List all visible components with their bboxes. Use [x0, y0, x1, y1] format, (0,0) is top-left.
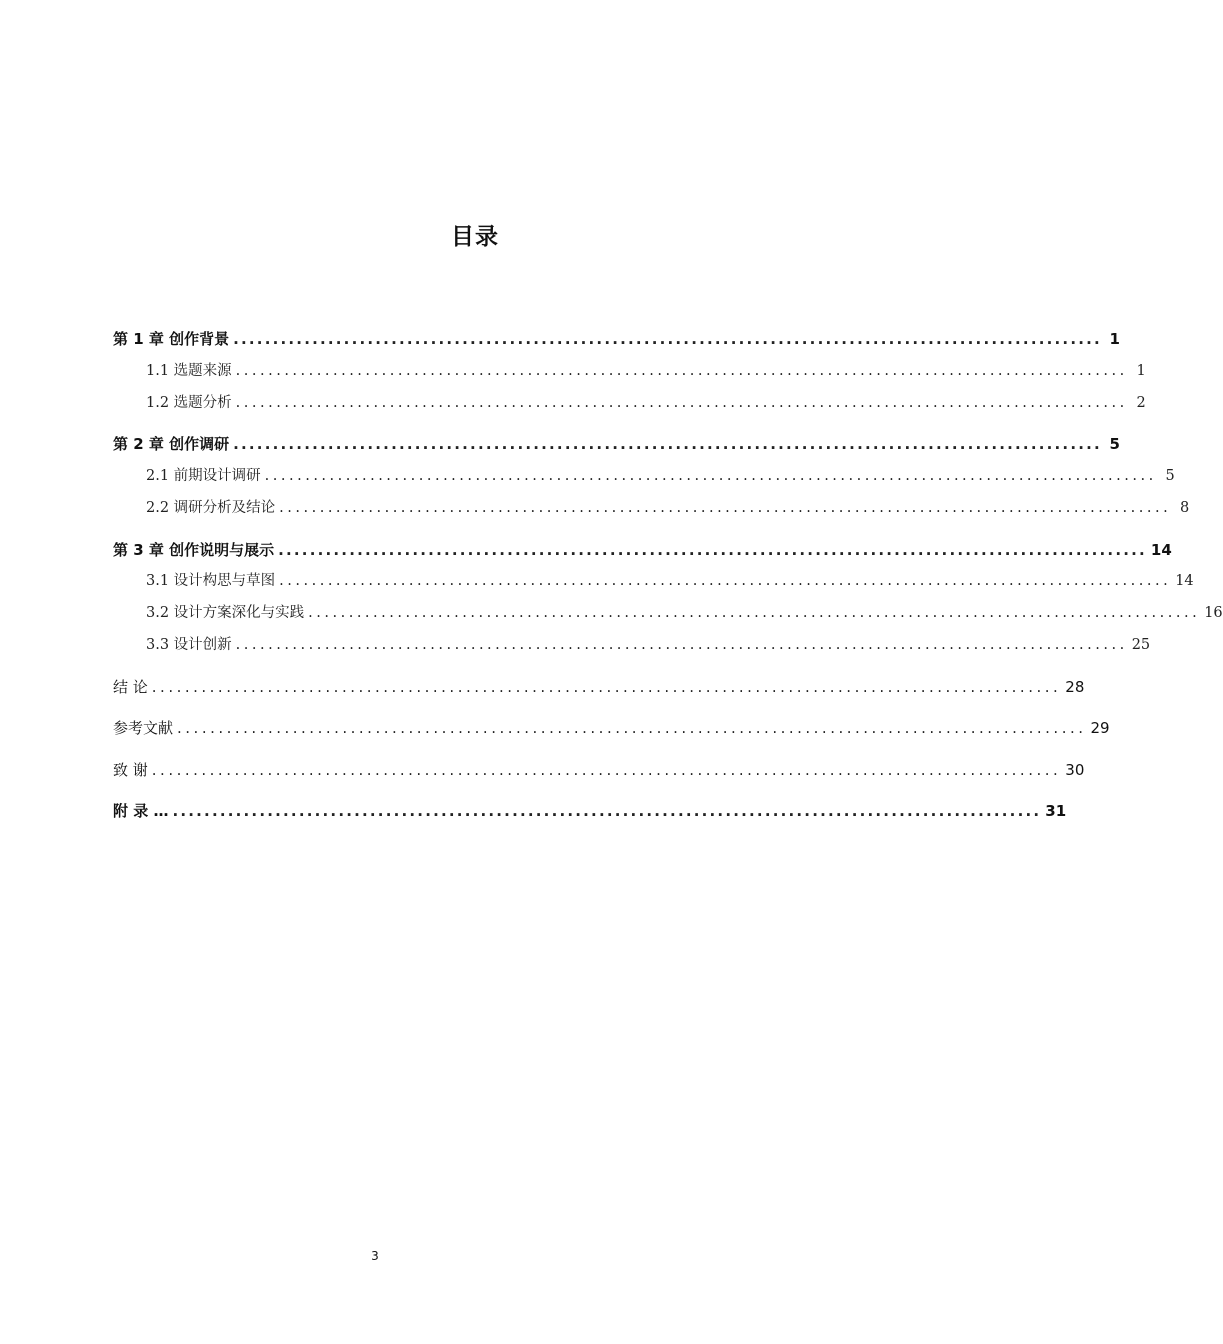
- toc-leader-dots: ..............................................................................................................: [151, 678, 1062, 696]
- toc-entry-references[interactable]: [113, 717, 1110, 739]
- toc-entry-page: 30: [1065, 761, 1085, 779]
- toc-leader-dots: ..............................................................................................................: [308, 605, 1201, 621]
- toc-entry-page: 14: [1150, 541, 1172, 559]
- toc-entry-label: 附 录 …: [113, 802, 169, 820]
- toc-entry-label: 第 2 章 创作调研: [113, 435, 230, 453]
- toc-entry-acknowledgements[interactable]: [113, 759, 1085, 781]
- toc-entry-chapter-1[interactable]: [113, 328, 1120, 350]
- toc-entry-page: 28: [1065, 678, 1085, 696]
- toc-entry-page: 14: [1175, 573, 1194, 589]
- toc-entry-chapter-3[interactable]: [113, 539, 1172, 561]
- toc-entry-section-3-3[interactable]: [146, 634, 1151, 656]
- toc-leader-dots: ..............................................................................................................: [177, 719, 1087, 737]
- toc-entry-label: 3.1 设计构思与草图: [146, 573, 276, 589]
- toc-entry-page: 16: [1204, 605, 1223, 621]
- toc-leader-dots: ..............................................................................................................: [235, 637, 1128, 653]
- toc-entry-label: 致 谢: [113, 761, 148, 779]
- page-title: 目录: [451, 224, 499, 250]
- toc-entry-label: 2.1 前期设计调研: [146, 468, 261, 484]
- toc-entry-chapter-2[interactable]: [113, 433, 1120, 455]
- toc-entry-page: 31: [1045, 802, 1067, 820]
- toc-entry-page: 8: [1179, 500, 1190, 516]
- toc-entry-label: 第 3 章 创作说明与展示: [113, 541, 275, 559]
- toc-leader-dots: ..............................................................................................................: [264, 468, 1157, 484]
- toc-entry-label: 2.2 调研分析及结论: [146, 500, 276, 516]
- toc-entry-page: 1: [1136, 363, 1146, 379]
- toc-entry-label: 3.2 设计方案深化与实践: [146, 605, 305, 621]
- toc-entry-page: 2: [1136, 395, 1146, 411]
- toc-entry-section-3-2[interactable]: [146, 602, 1223, 624]
- toc-entry-section-2-1[interactable]: [146, 465, 1175, 487]
- toc-entry-label: 第 1 章 创作背景: [113, 330, 230, 348]
- toc-leader-dots: ..............................................................................................................: [279, 573, 1172, 589]
- toc-leader-dots: ..............................................................................................................: [233, 435, 1102, 453]
- toc-entry-page: 5: [1165, 468, 1175, 484]
- toc-entry-label: 参考文献: [113, 719, 174, 737]
- toc-leader-dots: ..............................................................................................................: [172, 802, 1042, 820]
- toc-entry-section-2-2[interactable]: [146, 497, 1190, 519]
- toc-entry-conclusion[interactable]: [113, 676, 1085, 698]
- toc-entry-page: 5: [1109, 435, 1120, 453]
- toc-entry-page: 29: [1090, 719, 1110, 737]
- toc-entry-label: 3.3 设计创新: [146, 637, 232, 653]
- toc-leader-dots: ..............................................................................................................: [233, 330, 1102, 348]
- toc-leader-dots: ..............................................................................................................: [279, 500, 1172, 516]
- toc-leader-dots: ..............................................................................................................: [278, 541, 1147, 559]
- toc-entry-section-1-2[interactable]: [146, 392, 1146, 414]
- toc-entry-page: 1: [1109, 330, 1120, 348]
- page-number: 3: [371, 1249, 379, 1263]
- toc-entry-section-1-1[interactable]: [146, 360, 1146, 382]
- toc-entry-section-3-1[interactable]: [146, 570, 1194, 592]
- toc-leader-dots: ..............................................................................................................: [235, 363, 1128, 379]
- toc-entry-label: 1.2 选题分析: [146, 395, 232, 411]
- toc-entry-label: 1.1 选题来源: [146, 363, 232, 379]
- toc-entry-label: 结 论: [113, 678, 148, 696]
- toc-entry-appendix[interactable]: [113, 800, 1067, 822]
- toc-leader-dots: ..............................................................................................................: [235, 395, 1128, 411]
- toc-entry-page: 25: [1131, 637, 1151, 653]
- toc-leader-dots: ..............................................................................................................: [151, 761, 1062, 779]
